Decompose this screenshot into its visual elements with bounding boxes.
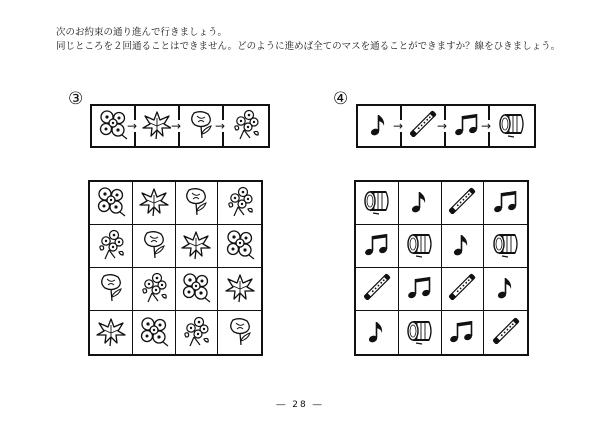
- arrow-right-icon: →: [215, 119, 226, 133]
- grid-cell[interactable]: [356, 182, 399, 225]
- puzzle-4-rule-strip: [356, 104, 536, 148]
- tulip-icon: [95, 271, 127, 307]
- bush-icon: [180, 315, 212, 351]
- rule-cell: [481, 106, 534, 146]
- bush-icon: [230, 108, 262, 144]
- eighth-note-icon: [494, 272, 518, 306]
- grid-cell[interactable]: [484, 225, 527, 268]
- grid-cell[interactable]: [356, 311, 399, 354]
- arrow-right-icon: →: [481, 119, 492, 133]
- grid-cell[interactable]: [176, 311, 219, 354]
- puzzle-3-grid: [88, 180, 263, 356]
- grid-cell[interactable]: [484, 182, 527, 225]
- grid-cell[interactable]: [176, 182, 219, 225]
- beamed-notes-icon: [452, 109, 482, 143]
- recorder-icon: [444, 183, 480, 223]
- tulip-icon: [185, 108, 217, 144]
- arrow-right-icon: →: [127, 119, 138, 133]
- arrow-right-icon: →: [393, 119, 404, 133]
- recorder-icon: [359, 269, 395, 309]
- grid-cell[interactable]: [442, 268, 485, 311]
- flower-icon: [95, 185, 127, 221]
- grid-cell[interactable]: [176, 268, 219, 311]
- drum-icon: [490, 228, 522, 264]
- grid-cell[interactable]: [218, 311, 261, 354]
- flower-icon: [138, 315, 170, 351]
- eighth-note-icon: [450, 229, 474, 263]
- grid-cell[interactable]: [133, 182, 176, 225]
- page-number: ― 28 ―: [276, 400, 324, 410]
- bush-icon: [224, 185, 256, 221]
- grid-cell[interactable]: [133, 268, 176, 311]
- beamed-notes-icon: [491, 186, 521, 220]
- eighth-note-icon: [365, 316, 389, 350]
- grid-cell[interactable]: [356, 225, 399, 268]
- grid-cell[interactable]: [399, 182, 442, 225]
- grid-cell[interactable]: [399, 311, 442, 354]
- instruction-line-2: 同じところを２回通ることはできません。どのように進めば全てのマスを通ることができますか？線をひきましょう。: [56, 41, 561, 52]
- recorder-icon: [405, 106, 441, 146]
- leaf-icon: [224, 271, 256, 307]
- tulip-icon: [180, 185, 212, 221]
- grid-cell[interactable]: [442, 225, 485, 268]
- beamed-notes-icon: [405, 272, 435, 306]
- grid-cell[interactable]: [133, 311, 176, 354]
- leaf-icon: [141, 108, 173, 144]
- beamed-notes-icon: [447, 316, 477, 350]
- grid-cell[interactable]: [90, 182, 133, 225]
- grid-cell[interactable]: [442, 182, 485, 225]
- leaf-icon: [138, 185, 170, 221]
- grid-cell[interactable]: [133, 225, 176, 268]
- arrow-right-icon: →: [437, 119, 448, 133]
- drum-icon: [496, 108, 528, 144]
- puzzle-3-rule-strip: [90, 104, 270, 148]
- puzzle-4-grid: [354, 180, 529, 356]
- grid-cell[interactable]: [484, 268, 527, 311]
- instruction-line-1: 次のお約束の通り進んで行きましょう。: [56, 27, 228, 38]
- grid-cell[interactable]: [399, 268, 442, 311]
- grid-cell[interactable]: [90, 268, 133, 311]
- bush-icon: [95, 228, 127, 264]
- leaf-icon: [180, 228, 212, 264]
- puzzle-4-number: ④: [333, 89, 349, 109]
- tulip-icon: [224, 315, 256, 351]
- flower-icon: [180, 271, 212, 307]
- bush-icon: [138, 271, 170, 307]
- grid-cell[interactable]: [218, 225, 261, 268]
- grid-cell[interactable]: [442, 311, 485, 354]
- grid-cell[interactable]: [218, 182, 261, 225]
- grid-cell[interactable]: [176, 225, 219, 268]
- grid-cell[interactable]: [356, 268, 399, 311]
- arrow-right-icon: →: [171, 119, 182, 133]
- grid-cell[interactable]: [218, 268, 261, 311]
- drum-icon: [404, 228, 436, 264]
- recorder-icon: [488, 313, 524, 353]
- flower-icon: [97, 108, 129, 144]
- tulip-icon: [138, 228, 170, 264]
- drum-icon: [361, 185, 393, 221]
- rule-cell: [215, 106, 268, 146]
- grid-cell[interactable]: [90, 225, 133, 268]
- grid-cell[interactable]: [90, 311, 133, 354]
- grid-cell[interactable]: [399, 225, 442, 268]
- beamed-notes-icon: [362, 229, 392, 263]
- grid-cell[interactable]: [484, 311, 527, 354]
- eighth-note-icon: [367, 109, 391, 143]
- drum-icon: [404, 315, 436, 351]
- flower-icon: [224, 228, 256, 264]
- eighth-note-icon: [408, 186, 432, 220]
- leaf-icon: [95, 315, 127, 351]
- recorder-icon: [444, 269, 480, 309]
- puzzle-3-number: ③: [68, 89, 84, 109]
